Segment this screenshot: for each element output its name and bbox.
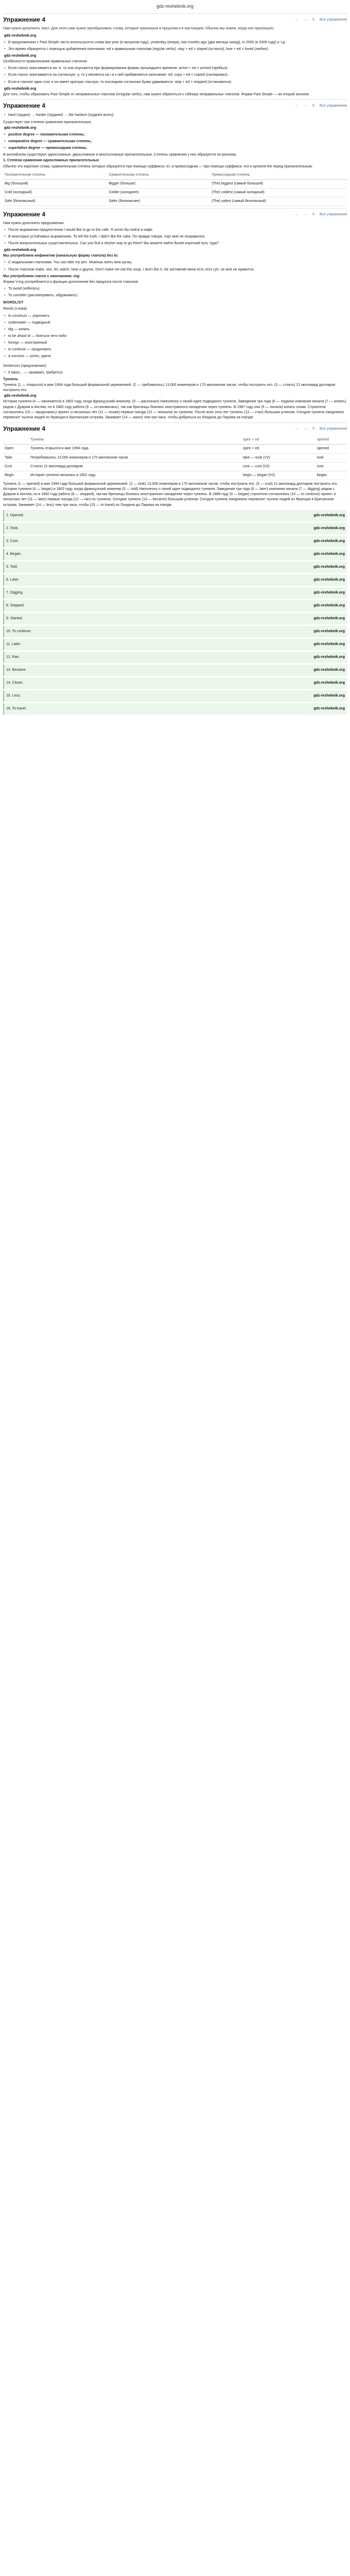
degrees-table: [3, 171, 347, 207]
section-header: [3, 422, 347, 434]
paragraph: Для того, чтобы образовать Past Simple от неправильных глаголов (irregular verbs), нам нужно обратиться к таблице неправильных глаголов. Форма Past Simple — во второй колонке.: [3, 92, 310, 96]
list-item: • После выражения предпочтения I would like to go to the cafe. Я хотел бы пойти в кафе.: [8, 228, 347, 233]
answer-item: [3, 677, 347, 689]
list-item: • После глаголов make, see, let, watch, hear и других. Don't make me eat this soup, I don't like it. Не заставляй меня есть этот суп, он мне не нравится.: [8, 267, 347, 273]
next-button[interactable]: →: [304, 427, 307, 431]
paragraph: Особенности правописания правильных глаголов:: [3, 60, 88, 64]
table-cell: (The) safest (самый безопасный): [210, 197, 347, 206]
table-row: [3, 445, 347, 453]
list-item: • a success — успех, удача: [8, 354, 347, 359]
count-label: 5: [312, 104, 314, 108]
degrees-list: [3, 132, 347, 151]
task-text: Нам нужно дополнить текст. Для этого нам нужно преобразовать слова, которые произошли в прошлом и в настоящем. Обычно мы знаем, когда оно произошло.: [3, 27, 275, 31]
watermark: gdz-reshebnik.org: [4, 33, 37, 38]
list-item: • to continue — продолжать: [8, 347, 347, 352]
list-item: • В некоторых устойчивых выражениях. To tell the truth, I didn't like the cake. По правде говоря, торт мне не понравился.: [8, 234, 347, 240]
section-2: [3, 99, 347, 206]
column-header: open + ed: [241, 436, 316, 445]
table-cell: Bigger (больше): [107, 179, 210, 188]
answer-text: 13. Became.: [6, 668, 27, 672]
answer-text: 6. Later.: [6, 578, 20, 582]
list-item: • positive degree — положительная степень;: [8, 132, 347, 138]
watermark: gdz-reshebnik.org: [313, 578, 345, 582]
rules-list: [3, 286, 347, 298]
list-item: • Это время образуется с помощью добавления окончания -ed к правильным глаголам (regular verbs): stay + ed = stayed (остался), love + ed = loved (любил).: [8, 47, 347, 52]
list-item: • Если глагол оканчивается на согласную -y, то у меняется на i и к ней прибавляется окончание -ed: copy + ed = copied (скопировал).: [8, 73, 347, 78]
section-title: Упражнение 4: [3, 101, 45, 109]
exercise-nav: [295, 427, 347, 432]
watermark: gdz-reshebnik.org: [313, 539, 345, 543]
next-button[interactable]: →: [304, 212, 307, 216]
watermark: gdz-reshebnik.org: [4, 126, 37, 130]
table-cell: took: [316, 453, 347, 462]
watermark: gdz-reshebnik.org: [313, 655, 345, 659]
all-exercises-link[interactable]: Все упражнения: [319, 212, 347, 216]
list-item: • В предложениях с Past Simple часто используются слова last year (в прошлом году), yesterday (вчера), two months ago (два месяца назад), in 2009 (в 2009 году) и т.д.: [8, 40, 347, 45]
table-row: [3, 462, 347, 471]
subheading: 1. Степени сравнения односложных прилагательных: [3, 159, 99, 163]
answer-text: 14. Closer.: [6, 681, 24, 685]
table-row: [3, 453, 347, 462]
subheading: Туннель: [3, 377, 19, 381]
section-title: Упражнение 4: [3, 211, 45, 218]
word-list: [3, 314, 347, 360]
rules-list: [3, 66, 347, 84]
table-cell: opened: [316, 445, 347, 453]
prev-button[interactable]: ←: [295, 427, 299, 431]
count-label: 5: [312, 427, 314, 431]
watermark: gdz-reshebnik.org: [313, 629, 345, 633]
exercise-nav: [295, 104, 347, 109]
column-header: Сравнительная степень: [107, 171, 210, 180]
list-item: • underwater — подводный: [8, 320, 347, 326]
paragraph: Sentences (предложение):: [3, 364, 47, 368]
wordlist-title: WORDLIST: [3, 301, 24, 305]
verbs-table: [3, 436, 347, 480]
answer-item: [3, 652, 347, 663]
answer-item: [3, 626, 347, 637]
section-title: Упражнение 4: [3, 425, 45, 432]
list-item: • После вопросительных существительных. Can you find a shorter way to go there? Вы можете найти более короткий путь туда?: [8, 241, 347, 246]
table-cell: Open: [3, 445, 29, 453]
table-header-row: [3, 171, 347, 180]
table-cell: Туннель открылся в мае 1994 года.: [29, 445, 241, 453]
subheading: Мы употребляем инфинитив (начальную форму глагола) без to:: [3, 254, 119, 258]
paragraph: Существует три степени сравнения прилагательных:: [3, 120, 92, 124]
answer-item: [3, 703, 347, 715]
answer-item: [3, 600, 347, 612]
watermark: gdz-reshebnik.org: [313, 706, 345, 710]
answer-text: 3. Cost.: [6, 539, 19, 543]
section-title: Упражнение 4: [3, 16, 45, 24]
answer-item: [3, 665, 347, 676]
paragraph: Words (слова):: [3, 307, 28, 311]
answer-text: 15. Less.: [6, 693, 21, 698]
table-cell: Потребовалось 13,000 инженеров и 170 миллионов часов.: [29, 453, 241, 462]
table-row: [3, 197, 347, 206]
prev-button[interactable]: ←: [295, 212, 299, 216]
table-cell: take — took (V2): [241, 453, 316, 462]
answers-list: [3, 510, 347, 715]
rules-list: [3, 40, 347, 52]
answer-item: [3, 587, 347, 599]
answer-item: [3, 690, 347, 702]
list-item: • Если глагол оканчивается на -e, то она опускается при формировании формы прошедшего времени: arrive + ed = arrived (прибыл).: [8, 66, 347, 71]
answer-text: 2. Took.: [6, 526, 19, 530]
column-header: [3, 436, 29, 445]
table-cell: Safe (безопасный): [3, 197, 107, 206]
watermark: gdz-reshebnik.org: [313, 552, 345, 556]
watermark: gdz-reshebnik.org: [4, 248, 37, 252]
answer-item: [3, 523, 347, 534]
section-1: [3, 13, 347, 97]
paragraph: Нам нужно дополнить предложения.: [3, 221, 65, 225]
section-3: [3, 208, 347, 359]
all-exercises-link[interactable]: Все упражнения: [319, 104, 347, 108]
table-cell: open + ed: [241, 445, 316, 453]
table-cell: Safer (безопаснее): [107, 197, 210, 206]
paragraph: В английском существуют односложные, двухсложные и многосложные прилагательные. Степень сравнения у них образуется по-разному.: [3, 153, 237, 157]
column-header: Положительная степень: [3, 171, 107, 180]
answer-text: 7. Digging.: [6, 590, 24, 595]
subheading: Мы употребляем глагол с окончанием -ing:: [3, 274, 81, 278]
table-cell: begin — began (V2): [241, 471, 316, 480]
all-exercises-link[interactable]: Все упражнения: [319, 427, 347, 431]
answer-item: [3, 574, 347, 586]
table-cell: Стоило 21 миллиард долларов.: [29, 462, 241, 471]
answer-text: 16. To travel.: [6, 706, 27, 710]
answer-item: [3, 549, 347, 560]
paragraph: Туннель (1 — opened) в мае 1994 года большой формальной церемонией. (2 — took) 13,000 инженеров и 170 миллионов часов, чтобы построить его. (3 — cost) 21 миллиард долларов построить его. История туннеля (4 — began) в 1802 году, когда французский инженер (5 — told) Наполеону о своей идее подводного туннеля. Заведения три года (6 — later) компания начала (7 — digging) рядом с Дувром в Англии, но в 1882 году работа (8 — stopped), так как британцы боялись иностранного нападения через туннель. В 1988 году (9 — began) строители согласились (10 — to continue) проект, и несколько лет (11 — later) первые поезда (12 — ran) по туннелю. Сегодня туннель (13 — became) большим успехом. Сегодня туннель ежедневно перевозит тысячи людей из Франции в Британские острова. Занимает (14 — less) чем три часа, чтобы (15 — to travel) из Лондона до Парижа на поезде.: [3, 482, 338, 507]
table-row: [3, 179, 347, 188]
list-item: • foreign — иностранный: [8, 341, 347, 346]
table-cell: Big (большой): [3, 179, 107, 188]
list-item: • Если в глаголе один слог и он имеет краткую гласную, то последняя согласная буква удваивается: stop + ed = stopped (остановился).: [8, 80, 347, 85]
watermark: gdz-reshebnik.org: [313, 693, 345, 698]
list-item: • to be afraid of — бояться чего-либо: [8, 334, 347, 339]
answer-item: [3, 639, 347, 650]
table-header-row: [3, 436, 347, 445]
list-item: • С модальными глаголами. You can take my pen. Можешь взять мою ручку.: [8, 260, 347, 265]
list-item: • superlative degree — превосходная степень.: [8, 146, 347, 151]
watermark: gdz-reshebnik.org: [313, 668, 345, 672]
sentence-list: [3, 370, 347, 376]
table-cell: Cost: [3, 462, 29, 471]
answer-text: 5. Told.: [6, 565, 18, 569]
rules-list: [3, 113, 347, 118]
exercise-nav: [295, 18, 347, 23]
table-cell: (The) biggest (самый большой): [210, 179, 347, 188]
prev-button[interactable]: ←: [295, 18, 299, 22]
count-label: 5: [312, 18, 314, 22]
table-row: [3, 471, 347, 480]
list-item: • comparative degree — сравнительная степень;: [8, 139, 347, 144]
table-cell: Begin: [3, 471, 29, 480]
watermark: gdz-reshebnik.org: [313, 513, 345, 517]
all-exercises-link[interactable]: Все упражнения: [319, 18, 347, 22]
section-header: [3, 13, 347, 25]
answer-text: 8. Stopped.: [6, 603, 25, 607]
watermark: gdz-reshebnik.org: [313, 565, 345, 569]
answer-text: 10. To continue.: [6, 629, 32, 633]
table-cell: began: [316, 471, 347, 480]
list-item: • hard (трудно) → harder (труднее) → the hardest (труднее всего).: [8, 113, 347, 118]
list-item: • To consider (рассматривать, обдумывать).: [8, 293, 347, 298]
watermark: gdz-reshebnik.org: [313, 590, 345, 595]
column-header: Превосходная степень: [210, 171, 347, 180]
answer-text: 4. Began.: [6, 552, 22, 556]
rules-list: [3, 260, 347, 272]
watermark: gdz-reshebnik.org: [313, 616, 345, 620]
column-header: opened: [316, 436, 347, 445]
table-row: [3, 188, 347, 197]
table-cell: cost: [316, 462, 347, 471]
list-item: • It takes... — занимает, требуется.: [8, 370, 347, 376]
answer-text: 1. Opened.: [6, 513, 24, 517]
paragraph: История туннеля (4 — начинается) в 1802 году, когда французский инженер, (5 — рассказал) Наполеону о своей идее подводного туннеля. Заведения три года (6 — подали) компания начала (7 — копать) рядом с Дувром в Англии, но в 1882 году работа (8 — остановилась), так как британцы боялись иностранного нападения через туннель. В 1987 году они (9 — начали) копать снова. Строители согласились (10 — продолжать) проект, и несколько лет (11 — позже) первые поезда (12 — поехали) по туннелю. После всех этих лет туннель (13 — стал) большим успехом. Сегодня туннель ежедневно перевозит тысячи людей из Франции в Британские острова. Занимает (14 — мало) чем три часа, чтобы добраться из Лондона до Парижа на поезде.: [3, 400, 346, 419]
next-button[interactable]: →: [304, 104, 307, 108]
prev-button[interactable]: ←: [295, 104, 299, 108]
answer-text: 9. Started.: [6, 616, 23, 620]
count-label: 5: [312, 212, 314, 216]
table-cell: Colder (холоднее): [107, 188, 210, 197]
watermark: gdz-reshebnik.org: [4, 87, 37, 91]
paragraph: Форма V-ing употребляется в функции дополнения без предлога после глаголов:: [3, 280, 139, 284]
column-header: Туннель: [29, 436, 241, 445]
watermark: gdz-reshebnik.org: [313, 603, 345, 607]
next-button[interactable]: →: [304, 18, 307, 22]
paragraph: Обычно это короткие слова, сравнительная степень которых образуется при помощи суффикса -er, а превосходная — при помощи суффикса -est и артикля the перед прилагательным.: [3, 164, 313, 168]
answer-text: 12. Ran.: [6, 655, 20, 659]
table-cell: cost — cost (V2): [241, 462, 316, 471]
list-item: • to construct — упрочнять: [8, 314, 347, 319]
section-header: [3, 208, 347, 220]
answer-item: [3, 562, 347, 573]
section-5: [3, 422, 347, 715]
table-cell: История туннеля началась в 1802 году.: [29, 471, 241, 480]
table-cell: (The) coldest (самый холодный): [210, 188, 347, 197]
answer-item: [3, 536, 347, 547]
watermark: gdz-reshebnik.org: [313, 526, 345, 530]
watermark: gdz-reshebnik.org: [313, 681, 345, 685]
answer-text: 11. Later.: [6, 642, 21, 646]
paragraph: Туннель (1 — открылся) в мае 1994 года большой формальной церемонией. (2 — требовалось) 13,000 инженеров и 170 миллионов часов, чтобы построить его. (3 — стоить) 21 миллиард долларов построить его.: [3, 383, 336, 393]
rules-list: [3, 228, 347, 246]
section-4: [3, 361, 347, 420]
site-url[interactable]: gdz-reshebnik.org: [156, 4, 194, 9]
section-header: [3, 99, 347, 111]
exercise-nav: [295, 212, 347, 217]
list-item: • dig — копать: [8, 327, 347, 332]
table-cell: Take: [3, 453, 29, 462]
watermark: gdz-reshebnik.org: [4, 54, 37, 58]
answer-item: [3, 510, 347, 521]
list-item: • To avoid (избегать).: [8, 286, 347, 292]
watermark: gdz-reshebnik.org: [4, 394, 37, 398]
page: [0, 0, 350, 721]
answer-item: [3, 613, 347, 624]
watermark: gdz-reshebnik.org: [313, 642, 345, 646]
table-cell: Cold (холодный): [3, 188, 107, 197]
